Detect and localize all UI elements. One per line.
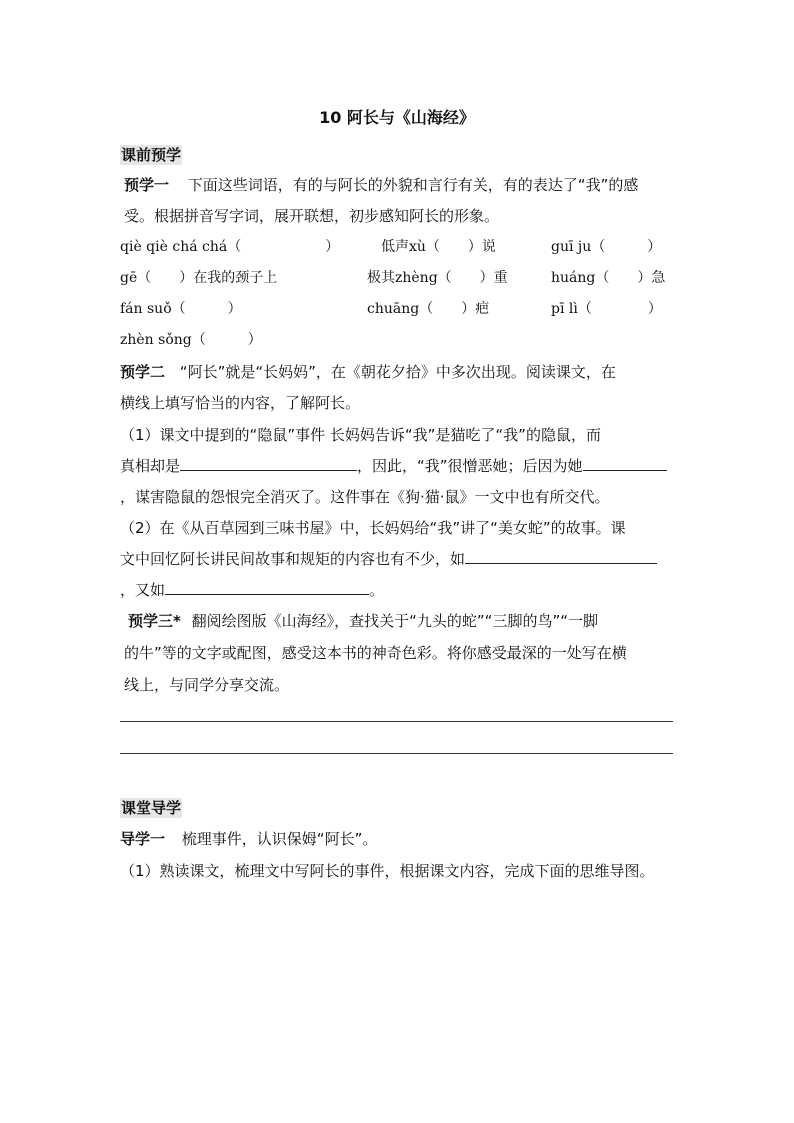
- q2-text-c: 。: [369, 581, 385, 599]
- pre-task-2-q2-line-1: （2）在《从百草园到三味书屋》中，长妈妈给“我”讲了“美女蛇”的故事。课: [120, 519, 626, 537]
- class-task-1-q1: （1）熟读课文，梳理文中写阿长的事件，根据课文内容，完成下面的思维导图。: [120, 862, 655, 880]
- pinyin-item: chuāng（ ）疤: [367, 301, 490, 317]
- class-task-1-label: 导学一: [120, 830, 166, 848]
- class-task-1-text: 梳理事件，认识保姆“阿长”。: [181, 830, 378, 848]
- pre-task-3-label: 预学三*: [128, 612, 181, 630]
- pre-task-2-q1-line-2: [120, 456, 667, 476]
- answer-blank[interactable]: [180, 456, 357, 471]
- class-task-1-line: [120, 829, 377, 849]
- pre-task-1-line-1: [124, 175, 638, 195]
- pre-task-2-text-1: “阿长”就是“长妈妈”，在《朝花夕拾》中多次出现。阅读课文，在: [179, 363, 616, 381]
- pre-task-1-label: 预学一: [124, 176, 170, 194]
- pre-task-3-line-3: 线上，与同学分享交流。: [124, 676, 290, 694]
- pre-task-2-q2-line-2: [120, 549, 657, 569]
- q1-text-a: 真相却是: [120, 457, 181, 475]
- pre-task-1-text-1: 下面这些词语，有的与阿长的外貌和言行有关，有的表达了“我”的感: [187, 176, 639, 194]
- q2-text-b: ，又如: [120, 581, 166, 599]
- section-heading-pre: 课前预学: [121, 146, 182, 164]
- q2-text-a: 文中回忆阿长讲民间故事和规矩的内容也有不少，如: [120, 550, 466, 568]
- pinyin-item: 极其zhèng（ ）重: [367, 270, 508, 286]
- page-title: 10 阿长与《山海经》: [319, 108, 475, 127]
- pinyin-item: zhèn sǒng（ ）: [120, 332, 262, 348]
- answer-blank[interactable]: [583, 456, 667, 471]
- pre-task-2-label: 预学二: [120, 363, 166, 381]
- pre-task-1-line-2: 受。根据拼音写字词，展开联想，初步感知阿长的形象。: [124, 207, 500, 225]
- answer-line[interactable]: [120, 753, 673, 754]
- answer-blank[interactable]: [165, 580, 369, 595]
- pre-task-2-q2-line-3: [120, 580, 384, 600]
- pre-task-3-line-2: 的牛”等的文字或配图，感受这本书的神奇色彩。将你感受最深的一处写在横: [124, 644, 627, 662]
- answer-line[interactable]: [120, 721, 673, 722]
- pre-task-3-text-1: 翻阅绘图版《山海经》，查找关于“九头的蛇”“三脚的鸟”“一脚: [191, 612, 598, 630]
- pinyin-item: gē（ ）在我的颈子上: [120, 270, 278, 286]
- answer-blank[interactable]: [465, 549, 657, 564]
- pre-task-2-line-1: [120, 362, 616, 382]
- pinyin-item: guī ju（ ）: [551, 239, 662, 255]
- pre-task-2-q1-line-1: （1）课文中提到的“隐鼠”事件 长妈妈告诉“我”是猫吃了“我”的隐鼠，而: [120, 426, 601, 444]
- pinyin-item: huáng（ ）急: [551, 270, 666, 286]
- pinyin-item: fán suǒ（ ）: [120, 301, 242, 317]
- q1-text-b: ，因此，“我”很憎恶她；后因为她: [357, 457, 583, 475]
- pinyin-item: qiè qiè chá chá（ ）: [120, 239, 340, 255]
- pinyin-item: 低声xù（ ）说: [381, 239, 496, 255]
- pre-task-2-q1-line-3: ，谋害隐鼠的怨恨完全消灭了。这件事在《狗·猫·鼠》一文中也有所交代。: [120, 488, 610, 506]
- pinyin-item: pī lì（ ）: [551, 301, 662, 317]
- pre-task-2-line-2: 横线上填写恰当的内容，了解阿长。: [120, 394, 361, 412]
- section-heading-class: 课堂导学: [121, 799, 182, 817]
- pre-task-3-line-1: [128, 611, 598, 631]
